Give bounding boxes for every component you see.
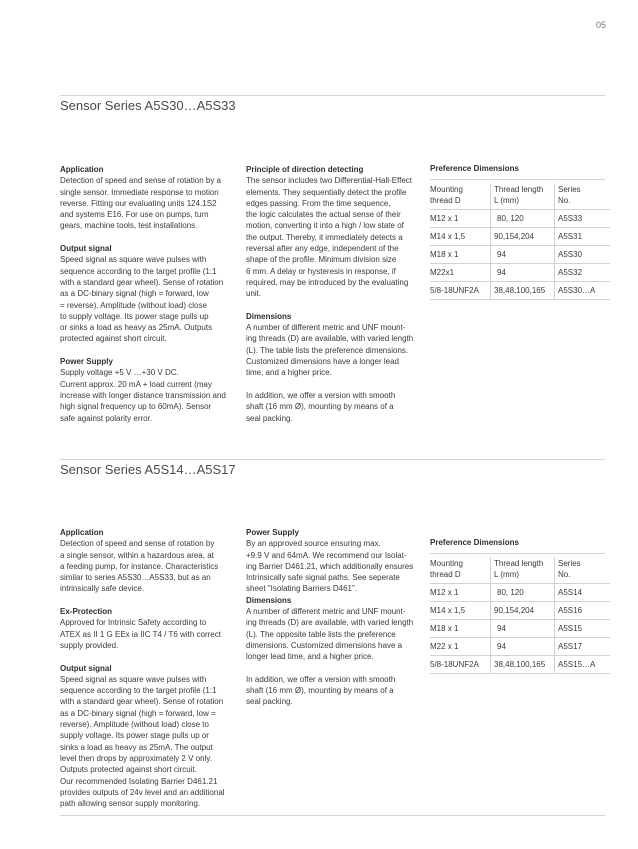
text-line: the logic calculates the actual sense of their [246,210,401,220]
text-line: high signal frequency up to 60mA). Sensor [60,402,212,412]
table-cell: 38,48,100,165 [491,656,555,674]
text-line: as a DC-binary signal (high = forward, low [60,289,209,299]
table-title: Preference Dimensions [430,164,519,173]
table-cell: 80, 120 [491,210,555,228]
block-heading: Dimensions [246,311,292,321]
text-line: 6 mm. A delay or hysteresis in response, if [246,266,396,276]
text-line: Speed signal as square wave pulses with [60,674,207,684]
text-line: (L). The opposite table lists the preference [246,629,396,639]
section-divider [60,95,605,96]
power-supply-block [246,527,421,595]
table-header-row [430,183,610,210]
text-line: sequence according to the target profile (1:1 [60,686,217,696]
text-line: and systems E16. For use on pumps, turn [60,210,209,220]
table-cell: A5S32 [555,264,611,282]
table-row [430,282,610,300]
text-line: Approved for Intrinsic Safety according to [60,618,207,628]
text-line: intrinsically safe device. [60,584,145,594]
text-line: single sensor. Immediate response to motion [60,187,219,197]
table-row [430,210,610,228]
table-header-cell: Thread length L (mm) [491,557,555,584]
application-block [60,527,235,595]
text-line: shaft (16 mm Ø), mounting by means of a [246,402,394,412]
table-cell: M22 x 1 [430,638,491,656]
text-line: A number of different metric and UNF mount- [246,323,406,333]
block-heading: Output signal [60,244,112,254]
table-row [430,656,610,674]
text-line: provides outputs of 24v level and an additional [60,787,225,797]
text-line: Speed signal as square wave pulses with [60,255,207,265]
smooth-shaft-block [246,674,421,708]
table-row [430,638,610,656]
table-cell: 94 [491,638,555,656]
text-line: level then drops by approximately 2 V only. [60,753,212,763]
table-cell: 94 [491,620,555,638]
table-row [430,228,610,246]
table-cell: 94 [491,246,555,264]
text-line: supply provided. [60,640,119,650]
preference-dimensions-table [430,557,610,674]
text-line: sinks a load as heavy as 25mA. The output [60,742,213,752]
text-line: edges passing. From the time sequence, [246,198,391,208]
table-cell: M12 x 1 [430,584,491,602]
table-cell: A5S15…A [555,656,611,674]
text-line: (L). The table lists the preference dimensions. [246,345,409,355]
text-line: By an approved source ensuring max. [246,539,381,549]
text-line: sheet "Isolating Barriers D461". [246,584,358,594]
text-line: sequence according to the target profile (1:1 [60,266,217,276]
table-row [430,602,610,620]
text-line: elements. They sequentially detect the profile [246,187,407,197]
text-line: Customized dimensions have a longer lead [246,357,399,367]
text-line: Detection of speed and sense of rotation by [60,539,215,549]
table-title: Preference Dimensions [430,538,519,547]
principle-block [246,164,421,300]
text-line: Our recommended Isolating Barrier D461.21 [60,776,218,786]
page-number: 05 [595,20,606,30]
section-title: Sensor Series A5S14…A5S17 [60,462,236,477]
preference-dimensions-table [430,183,610,300]
text-line: ATEX as II 1 G EEx ia IIC T4 / T6 with correct [60,629,221,639]
text-line: dimensions. Customized dimensions have a [246,640,403,650]
block-heading: Power Supply [246,528,299,537]
text-line: the output. Thereby, it immediately detects a [246,232,403,242]
output-signal-block [60,243,235,345]
table-header-row [430,557,610,584]
table-header-cell: Thread length L (mm) [491,183,555,210]
table-row [430,584,610,602]
table-cell: 38,48,100,165 [491,282,555,300]
table-cell: A5S31 [555,228,611,246]
table-row [430,620,610,638]
dimensions-block [246,311,421,379]
text-line: seal packing. [246,697,293,707]
section-title: Sensor Series A5S30…A5S33 [60,98,236,113]
text-line: with a standard gear wheel). Sense of rotation [60,277,224,287]
block-heading: Application [60,528,104,537]
table-title-rule [430,179,605,180]
table-header-cell: Mounting thread D [430,185,463,205]
section-1-column-2 [246,164,421,424]
text-line: ing Barrier D461.21, which additionally ensures [246,561,414,571]
table-cell: A5S15 [555,620,611,638]
table-header-cell: Series No. [555,183,611,210]
text-line: A number of different metric and UNF mount- [246,607,406,617]
text-line: increase with longer distance transmission and [60,390,226,400]
text-line: ing threads (D) are available, with varied length [246,334,414,344]
text-line: reverse). Amplitude (without load) close to [60,720,209,730]
text-line: In addition, we offer a version with smooth [246,390,396,400]
text-line: reversal after any edge, independent of the [246,244,399,254]
table-cell: A5S30 [555,246,611,264]
text-line: reverse. Fitting our evaluating units 124.1S2 [60,198,217,208]
text-line: shape of the profile. Minimum division size [246,255,397,265]
table-cell: M18 x 1 [430,620,491,638]
block-heading: Dimensions [246,595,292,605]
dimensions-block [246,595,421,663]
text-line: Supply voltage +5 V …+30 V DC. [60,368,179,378]
text-line: supply voltage. Its power stage pulls up or [60,731,209,741]
block-heading: Ex-Protection [60,607,113,617]
text-line: ing threads (D) are available, with varied length [246,618,414,628]
table-header-cell: Series No. [555,557,611,584]
table-cell: A5S16 [555,602,611,620]
text-line: Detection of speed and sense of rotation by a [60,176,221,186]
table-cell: 90,154,204 [491,228,555,246]
block-heading: Application [60,165,104,174]
table-cell: M12 x 1 [430,210,491,228]
text-line: path allowing sensor supply monitoring. [60,799,201,809]
table-cell: M18 x 1 [430,246,491,264]
text-line: seal packing. [246,413,293,423]
table-cell: M14 x 1,5 [430,228,491,246]
table-row [430,246,610,264]
section-2-column-1 [60,527,235,809]
text-line: similar to series A5S30…A5S33, but as an [60,573,211,583]
text-line: or sinks a load as heavy as 25mA. Outputs [60,323,213,333]
table-cell: A5S33 [555,210,611,228]
table-cell: 5/8-18UNF2A [430,282,491,300]
text-line: required, may be introduced by the evaluating [246,277,409,287]
block-heading: Power Supply [60,357,113,367]
text-line: with a standard gear wheel). Sense of rotation [60,697,224,707]
output-signal-block [60,663,235,810]
text-line: protected against short circuit. [60,334,167,344]
table-cell: A5S14 [555,584,611,602]
text-line: unit. [246,289,262,299]
text-line: In addition, we offer a version with smooth [246,674,396,684]
text-line: = reverse). Amplitude (without load) close [60,300,207,310]
table-cell: A5S30…A [555,282,611,300]
table-row [430,264,610,282]
block-heading: Principle of direction detecting [246,165,364,174]
text-line: gears, machine tools, test installations. [60,221,198,231]
text-line: Outputs protected against short circuit. [60,765,197,775]
table-cell: 90,154,204 [491,602,555,620]
table-title-rule [430,553,605,554]
text-line: a single sensor, within a hazardous area, at [60,550,214,560]
block-heading: Output signal [60,663,112,673]
smooth-shaft-block [246,390,421,424]
text-line: a feeding pump, for instance. Characteristics [60,561,219,571]
table-cell: M22x1 [430,264,491,282]
section-1-column-1 [60,164,235,424]
text-line: longer lead time, and a higher price. [246,652,374,662]
section-divider [60,459,605,460]
table-cell: 80, 120 [491,584,555,602]
text-line: shaft (16 mm Ø), mounting by means of a [246,686,394,696]
table-header-cell: Mounting thread D [430,559,463,579]
table-cell: 94 [491,264,555,282]
section-2-column-2 [246,527,421,708]
text-line: The sensor includes two Differential-Hall-Effect [246,176,412,186]
ex-protection-block [60,606,235,651]
table-cell: 5/8-18UNF2A [430,656,491,674]
text-line: motion, converting it into a high / low state of [246,221,404,231]
text-line: time, and a higher price. [246,368,332,378]
power-supply-block [60,356,235,424]
table-cell: A5S17 [555,638,611,656]
footer-divider [60,815,605,816]
text-line: +9.9 V and 64mA. We recommend our Isolat- [246,550,407,560]
table-cell: M14 x 1,5 [430,602,491,620]
text-line: to supply voltage. Its power stage pulls up [60,311,209,321]
text-line: Current approx. 20 mA + load current (may [60,379,212,389]
text-line: Intrinsically safe signal paths. See seperate [246,573,400,583]
text-line: as a DC-binary signal (high = forward, low = [60,708,216,718]
text-line: safe against polarity error. [60,413,153,423]
application-block [60,164,235,232]
